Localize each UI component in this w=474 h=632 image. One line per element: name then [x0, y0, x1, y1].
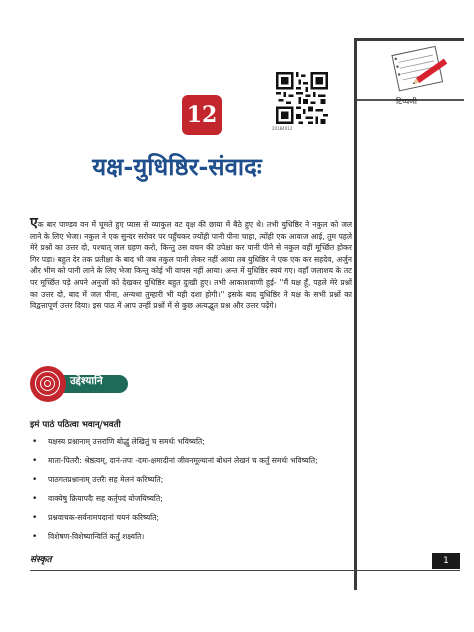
bullet-icon: • [32, 494, 38, 504]
list-item: • पाठगतप्रश्नानाम् उत्तरैः सह मेलनं करिष्यति; [32, 475, 164, 485]
objectives-intro: इमं पाठं पठित्वा भवान्/भवती [30, 420, 121, 430]
list-item: • यक्षस्य प्रश्नानाम् उत्तराणि बोद्धुं लेखितुं च समर्थः भविष्यति; [32, 437, 205, 447]
qr-code-icon [276, 72, 328, 124]
drop-cap: ए [30, 215, 38, 231]
page-number: 1 [432, 553, 460, 569]
list-item: • प्रश्नवाचक-सर्वनामपदानां चयनं करिष्यति; [32, 513, 159, 523]
list-item: • विशेषण-विशेष्यान्वितिं कर्तुं शक्ष्यति। [32, 532, 145, 542]
list-item: • माता-पितरौ: श्रेष्ठत्वम्, दानं-तपः -दमः-क्षमादीनां जीवनमूल्यानां बोधनं लेखनं च कर्तुं समर्थः भविष्यति; [32, 456, 318, 466]
margin-rule-top [354, 38, 464, 41]
bullet-icon: • [32, 532, 38, 542]
footer-subject: संस्कृत [30, 555, 52, 565]
target-icon [30, 366, 66, 402]
notebook-pencil-icon [385, 42, 455, 92]
chapter-title: यक्ष-युधिष्ठिर-संवादः [92, 152, 262, 181]
bullet-icon: • [32, 475, 38, 485]
bullet-icon: • [32, 437, 38, 447]
bullet-icon: • [32, 456, 38, 466]
bullet-icon: • [32, 513, 38, 523]
intro-paragraph-text: क बार पाण्डव वन में घूमते हुए प्यास से व्याकुल वट वृक्ष की छाया में बैठे हुए थे। तभी युधिष्ठिर ने नकुल को जल लाने के लिए भेजा। नकुल ने एक सुन्दर सरोवर पर पहुँचकर ज्योंही पानी पीना चाहा, त्योंही एक आवाज आई, तुम पहले मेरे प्रश्नों का उत्तर दो, पश्चात् जल ग्रहण करो, किन्तु उस वचन की उपेक्षा कर पानी पीने से नकुल वहीं मूर्च्छित होकर गिर पड़ा। बहुत देर तक प्रतीक्षा के बाद भी जब नकुल पानी लेकर नहीं आया तब युधिष्ठिर ने एक एक कर सहदेव, अर्जुन और भीम को पानी लाने के लिए भेजा किन्तु कोई भी वापस नहीं आया। अन्त में युधिष्ठिर स्वयं गए। वहाँ जलाशय के तट पर मूर्च्छित पड़े अपने अनुजों को देखकर युधिष्ठिर बहुत दुःखी हुए। तभी आकाशवाणी हुई- ''मैं यक्ष हूँ, पहले मेरे प्रश्नों का उत्तर दो, बाद में जल पीना, अन्यथा तुम्हारी भी यही दशा होगी।'' इसके बाद युधिष्ठिर ने यक्ष के सभी प्रश्नों का विद्वत्तापूर्ण उत्तर दिया। इस पाठ में आप उन्हीं प्रश्नों में से कुछ अत्यद्भुत प्रश्न और उत्तर पढ़ेंगे। [30, 220, 352, 311]
objectives-list [30, 436, 352, 550]
list-item: • वाक्येषु क्रियापदैः सह कर्तृपदं योजयिष्यति; [32, 494, 163, 504]
margin-note-label: टिप्पणी [396, 97, 417, 106]
footer-rule [30, 570, 460, 571]
objectives-header [30, 366, 330, 402]
intro-paragraph [30, 215, 352, 312]
margin-rule [354, 38, 357, 590]
qr-code-number: 20184012 [272, 126, 293, 131]
chapter-number-badge: 12 [182, 95, 222, 135]
objectives-heading: उद्देश्यानि [70, 375, 103, 387]
